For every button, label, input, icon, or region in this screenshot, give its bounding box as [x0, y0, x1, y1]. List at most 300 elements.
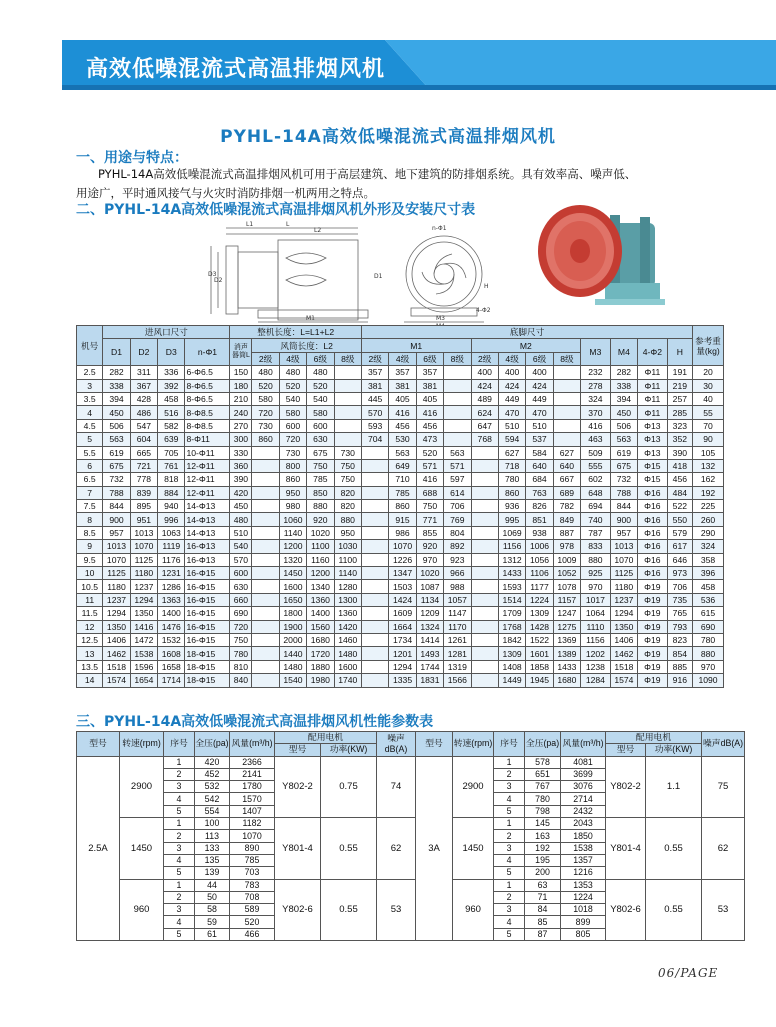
- table-cell: 12: [77, 620, 103, 633]
- table-cell: 489: [471, 392, 498, 405]
- table-cell: 1400: [307, 607, 334, 620]
- table-cell: 1078: [553, 580, 580, 593]
- label-d2: D2: [214, 277, 223, 284]
- table-cell: 1433: [498, 567, 525, 580]
- pressure-cell: 163: [525, 830, 561, 842]
- table-cell: 510: [230, 526, 252, 539]
- table-cell: [553, 433, 580, 446]
- table-cell: 506: [103, 419, 130, 432]
- table-cell: 617: [667, 540, 692, 553]
- speed-cell: 2900: [453, 756, 494, 817]
- table-cell: 416: [581, 419, 611, 432]
- table-cell: [252, 647, 279, 660]
- table-cell: 370: [581, 406, 611, 419]
- table-cell: 14-Φ13: [185, 513, 230, 526]
- table-cell: 1237: [103, 593, 130, 606]
- table-cell: 473: [416, 433, 443, 446]
- table-cell: [252, 660, 279, 673]
- table-cell: 456: [389, 419, 416, 432]
- table-cell: 710: [389, 473, 416, 486]
- table-cell: 1056: [526, 553, 553, 566]
- flow-cell: 589: [230, 904, 275, 916]
- table-cell: 640: [526, 459, 553, 472]
- table-cell: 718: [498, 459, 525, 472]
- model-cell: 3A: [416, 756, 453, 940]
- table-cell: 761: [158, 459, 185, 472]
- table-cell: [361, 553, 388, 566]
- table-cell: 16-Φ15: [185, 580, 230, 593]
- table-cell: 892: [444, 540, 471, 553]
- table-cell: Φ11: [638, 379, 668, 392]
- table-cell: 16-Φ13: [185, 540, 230, 553]
- table-cell: [471, 567, 498, 580]
- noise-cell: 75: [702, 756, 745, 817]
- table-cell: 12-Φ11: [185, 473, 230, 486]
- table-cell: 1070: [610, 553, 637, 566]
- table-cell: 90: [693, 433, 724, 446]
- table-cell: 480: [252, 366, 279, 379]
- table-cell: 180: [230, 379, 252, 392]
- table-cell: 665: [130, 446, 157, 459]
- table-cell: 16-Φ15: [185, 620, 230, 633]
- pressure-cell: 50: [195, 891, 230, 903]
- table-cell: 509: [581, 446, 611, 459]
- page-number: 06/PAGE: [658, 966, 719, 980]
- th-tube-6ji: 6级: [307, 352, 334, 365]
- table-cell: 300: [230, 433, 252, 446]
- seq-cell: 4: [494, 916, 525, 928]
- table-cell: 1740: [334, 674, 361, 687]
- table-cell: [471, 459, 498, 472]
- seq-cell: 2: [494, 830, 525, 842]
- table-cell: 506: [610, 419, 637, 432]
- table-cell: 860: [498, 486, 525, 499]
- table-cell: 219: [667, 379, 692, 392]
- table-cell: 1980: [307, 674, 334, 687]
- table-cell: 750: [416, 500, 443, 513]
- table-cell: 1294: [610, 607, 637, 620]
- flow-cell: 805: [561, 928, 606, 940]
- table-cell: [553, 366, 580, 379]
- pressure-cell: 798: [525, 805, 561, 817]
- table-cell: 730: [252, 419, 279, 432]
- table-cell: 416: [416, 406, 443, 419]
- table-cell: [252, 486, 279, 499]
- label-h: H: [484, 283, 489, 290]
- table-cell: 615: [693, 607, 724, 620]
- table-cell: 1680: [307, 633, 334, 646]
- table-cell: 449: [498, 392, 525, 405]
- table-cell: [361, 620, 388, 633]
- table-cell: 1360: [334, 607, 361, 620]
- table-cell: 14-Φ13: [185, 526, 230, 539]
- table-cell: 416: [389, 406, 416, 419]
- table-cell: 571: [444, 459, 471, 472]
- table-row: [77, 607, 724, 620]
- flow-cell: 1357: [561, 854, 606, 866]
- table-cell: 600: [307, 419, 334, 432]
- seq-cell: 2: [494, 891, 525, 903]
- table-cell: 1532: [158, 633, 185, 646]
- table-cell: 885: [667, 660, 692, 673]
- table-cell: 278: [581, 379, 611, 392]
- table-cell: 649: [389, 459, 416, 472]
- table-cell: 381: [416, 379, 443, 392]
- pressure-cell: 780: [525, 793, 561, 805]
- table-row: [77, 406, 724, 419]
- table-cell: 778: [130, 473, 157, 486]
- table-cell: 6-Φ6.5: [185, 366, 230, 379]
- th-power-right: 功率(KW): [646, 744, 702, 756]
- table-cell: 1566: [444, 674, 471, 687]
- power-cell: 0.55: [646, 818, 702, 879]
- table-cell: 30: [693, 379, 724, 392]
- table-cell: 336: [158, 366, 185, 379]
- noise-cell: 62: [377, 818, 416, 879]
- table-cell: 594: [498, 433, 525, 446]
- table-cell: [471, 540, 498, 553]
- table-cell: 12-Φ11: [185, 486, 230, 499]
- table-cell: 1440: [279, 647, 306, 660]
- table-cell: 9: [77, 540, 103, 553]
- th-motor-model-right: 型号: [606, 744, 646, 756]
- table-cell: 1294: [103, 607, 130, 620]
- table-cell: 450: [230, 500, 252, 513]
- table-cell: 1424: [389, 593, 416, 606]
- pressure-cell: 71: [525, 891, 561, 903]
- table-cell: 1309: [498, 647, 525, 660]
- table-cell: 7: [77, 486, 103, 499]
- th-seq-right: 序号: [494, 732, 525, 757]
- label-m3: M3: [436, 315, 445, 322]
- seq-cell: 1: [164, 879, 195, 891]
- flow-cell: 785: [230, 854, 275, 866]
- table-cell: 950: [279, 486, 306, 499]
- seq-cell: 4: [164, 854, 195, 866]
- table-cell: 428: [130, 392, 157, 405]
- table-cell: 225: [693, 500, 724, 513]
- table-cell: 995: [498, 513, 525, 526]
- table-cell: 720: [252, 406, 279, 419]
- table-cell: 418: [667, 459, 692, 472]
- table-cell: 285: [667, 406, 692, 419]
- table-cell: 1237: [610, 593, 637, 606]
- table-cell: 1503: [389, 580, 416, 593]
- th-tube-8ji: 8级: [334, 352, 361, 365]
- motor-model-cell: Y801-4: [606, 818, 646, 879]
- th-inlet: 进风口尺寸: [103, 326, 230, 339]
- flow-cell: 1224: [561, 891, 606, 903]
- table-cell: 780: [230, 647, 252, 660]
- table-cell: [471, 660, 498, 673]
- table-cell: 520: [279, 379, 306, 392]
- table-row: [77, 419, 724, 432]
- model-cell: 2.5A: [77, 756, 120, 940]
- table-cell: 510: [526, 419, 553, 432]
- table-cell: 260: [693, 513, 724, 526]
- table-cell: 732: [103, 473, 130, 486]
- table-cell: 1450: [279, 567, 306, 580]
- table-cell: 240: [230, 406, 252, 419]
- table-cell: 1125: [610, 567, 637, 580]
- table-cell: 3.5: [77, 392, 103, 405]
- table-cell: 639: [158, 433, 185, 446]
- table-cell: 970: [416, 553, 443, 566]
- section1-heading: 一、用途与特点：: [76, 150, 188, 166]
- table-cell: 1363: [158, 593, 185, 606]
- seq-cell: 5: [164, 805, 195, 817]
- seq-cell: 4: [494, 793, 525, 805]
- table-cell: 400: [498, 366, 525, 379]
- table-cell: 1335: [389, 674, 416, 687]
- table-cell: 785: [389, 486, 416, 499]
- table-cell: [252, 513, 279, 526]
- table-cell: 887: [553, 526, 580, 539]
- table-cell: [252, 593, 279, 606]
- pressure-cell: 133: [195, 842, 230, 854]
- table-cell: 780: [693, 633, 724, 646]
- th-model-left: 型号: [77, 732, 120, 757]
- table-cell: 1170: [444, 620, 471, 633]
- th-motor-right: 配用电机: [606, 732, 702, 744]
- fan-dimension-drawing: [186, 218, 506, 324]
- seq-cell: 5: [494, 867, 525, 879]
- table-cell: 5.5: [77, 446, 103, 459]
- table-cell: 1476: [158, 620, 185, 633]
- th-4phi2: 4-Φ2: [638, 339, 668, 366]
- flow-cell: 1780: [230, 781, 275, 793]
- table-cell: 1350: [610, 620, 637, 633]
- seq-cell: 1: [494, 818, 525, 830]
- flow-cell: 2432: [561, 805, 606, 817]
- table-cell: 367: [130, 379, 157, 392]
- table-cell: [471, 580, 498, 593]
- table-cell: 920: [416, 540, 443, 553]
- table-cell: 1480: [279, 660, 306, 673]
- table-cell: Φ19: [638, 580, 668, 593]
- table-cell: 10.5: [77, 580, 103, 593]
- table-cell: 13: [77, 647, 103, 660]
- table-cell: 12.5: [77, 633, 103, 646]
- seq-cell: 1: [494, 756, 525, 768]
- table-cell: 855: [416, 526, 443, 539]
- table-cell: 162: [693, 473, 724, 486]
- table-cell: Φ15: [638, 459, 668, 472]
- table-cell: [252, 620, 279, 633]
- table-cell: 1238: [581, 660, 611, 673]
- table-cell: 1433: [553, 660, 580, 673]
- table-cell: 580: [279, 406, 306, 419]
- power-cell: 0.55: [321, 879, 377, 940]
- table-cell: 1428: [526, 620, 553, 633]
- th-speed-right: 转速(rpm): [453, 732, 494, 757]
- th-h: H: [667, 339, 692, 366]
- table-cell: 18-Φ15: [185, 660, 230, 673]
- seq-cell: 3: [494, 904, 525, 916]
- table-cell: 450: [103, 406, 130, 419]
- table-cell: Φ13: [638, 446, 668, 459]
- table-cell: 735: [667, 593, 692, 606]
- motor-model-cell: Y802-2: [275, 756, 321, 817]
- table-cell: 1560: [307, 620, 334, 633]
- table-cell: 1593: [498, 580, 525, 593]
- table-cell: 520: [307, 379, 334, 392]
- table-cell: 8-Φ8.5: [185, 406, 230, 419]
- flow-cell: 3699: [561, 768, 606, 780]
- table-cell: 424: [498, 379, 525, 392]
- table-cell: 1324: [416, 620, 443, 633]
- table-cell: 1514: [498, 593, 525, 606]
- table-cell: 357: [416, 366, 443, 379]
- flow-cell: 2366: [230, 756, 275, 768]
- table-cell: 520: [252, 379, 279, 392]
- table-cell: 851: [526, 513, 553, 526]
- table-cell: 1608: [158, 647, 185, 660]
- table-cell: 358: [693, 553, 724, 566]
- table-cell: 1493: [416, 647, 443, 660]
- table-cell: 1106: [526, 567, 553, 580]
- table-cell: 1176: [158, 553, 185, 566]
- table-cell: 1294: [389, 660, 416, 673]
- table-cell: 818: [158, 473, 185, 486]
- table-cell: [471, 647, 498, 660]
- table-cell: 1744: [416, 660, 443, 673]
- table-cell: 270: [230, 419, 252, 432]
- table-cell: 923: [444, 553, 471, 566]
- table-cell: 3: [77, 379, 103, 392]
- table-cell: 706: [444, 500, 471, 513]
- label-l2: L2: [314, 227, 322, 234]
- table-cell: 936: [498, 500, 525, 513]
- table-cell: 14: [77, 674, 103, 687]
- label-nphi1: n-Φ1: [432, 225, 447, 232]
- noise-cell: 53: [702, 879, 745, 940]
- flow-cell: 4081: [561, 756, 606, 768]
- seq-cell: 5: [164, 867, 195, 879]
- table-cell: 1416: [130, 620, 157, 633]
- table-cell: Φ11: [638, 366, 668, 379]
- table-cell: 338: [610, 379, 637, 392]
- noise-cell: 62: [702, 818, 745, 879]
- flow-cell: 703: [230, 867, 275, 879]
- table-cell: [471, 500, 498, 513]
- table-cell: 191: [667, 366, 692, 379]
- table-cell: [361, 567, 388, 580]
- seq-cell: 1: [164, 818, 195, 830]
- table-cell: 1460: [334, 633, 361, 646]
- flow-cell: 2714: [561, 793, 606, 805]
- banner-title: 高效低噪混流式高温排烟风机: [86, 57, 386, 82]
- table-cell: [471, 513, 498, 526]
- flow-cell: 1850: [561, 830, 606, 842]
- table-cell: 11: [77, 593, 103, 606]
- table-cell: 619: [103, 446, 130, 459]
- table-cell: 721: [130, 459, 157, 472]
- table-cell: 1052: [553, 567, 580, 580]
- seq-cell: 2: [164, 830, 195, 842]
- table-cell: 1369: [553, 633, 580, 646]
- table-cell: 600: [230, 567, 252, 580]
- pressure-cell: 100: [195, 818, 230, 830]
- table-cell: 192: [693, 486, 724, 499]
- table-cell: 1522: [526, 633, 553, 646]
- table-cell: 1360: [307, 593, 334, 606]
- table-cell: 1224: [526, 593, 553, 606]
- table-row: [77, 553, 724, 566]
- table-cell: 940: [158, 500, 185, 513]
- table-cell: 132: [693, 459, 724, 472]
- table-cell: 1060: [279, 513, 306, 526]
- table-cell: 1406: [103, 633, 130, 646]
- table-cell: 257: [667, 392, 692, 405]
- table-cell: 957: [610, 526, 637, 539]
- table-cell: 458: [158, 392, 185, 405]
- table-cell: 357: [361, 366, 388, 379]
- table-cell: 763: [526, 486, 553, 499]
- th-base: 底脚尺寸: [361, 326, 692, 339]
- table-cell: 1017: [581, 593, 611, 606]
- table-cell: 630: [230, 580, 252, 593]
- table-cell: 880: [581, 553, 611, 566]
- th-m2-2ji: 2级: [471, 352, 498, 365]
- table-cell: 1013: [130, 526, 157, 539]
- th-tube-2ji: 2级: [252, 352, 279, 365]
- table-cell: 1408: [498, 660, 525, 673]
- seq-cell: 1: [164, 756, 195, 768]
- table-cell: [361, 580, 388, 593]
- table-cell: 694: [581, 500, 611, 513]
- table-cell: [334, 406, 361, 419]
- power-cell: 0.55: [321, 818, 377, 879]
- table-cell: 900: [610, 513, 637, 526]
- table-cell: Φ16: [638, 500, 668, 513]
- table-cell: 1275: [553, 620, 580, 633]
- seq-cell: 1: [494, 879, 525, 891]
- table-cell: 1300: [334, 593, 361, 606]
- table-cell: 750: [230, 633, 252, 646]
- table-cell: 579: [667, 526, 692, 539]
- table-cell: 1312: [498, 553, 525, 566]
- table-cell: 1574: [103, 674, 130, 687]
- table-cell: [252, 567, 279, 580]
- table-cell: 996: [158, 513, 185, 526]
- table-cell: 720: [230, 620, 252, 633]
- table-cell: 675: [103, 459, 130, 472]
- table-cell: 730: [279, 446, 306, 459]
- table-cell: 381: [389, 379, 416, 392]
- table-cell: 424: [526, 379, 553, 392]
- table-cell: 895: [130, 500, 157, 513]
- table-cell: 1140: [334, 567, 361, 580]
- performance-table: [76, 731, 745, 941]
- table-cell: 14-Φ13: [185, 500, 230, 513]
- table-cell: 780: [498, 473, 525, 486]
- table-cell: [252, 553, 279, 566]
- table-cell: 660: [230, 593, 252, 606]
- table-cell: 1389: [553, 647, 580, 660]
- table-cell: 1600: [279, 580, 306, 593]
- table-cell: 338: [103, 379, 130, 392]
- table-cell: 420: [230, 486, 252, 499]
- th-pressure-left: 全压(pa): [195, 732, 230, 757]
- table-cell: 1147: [444, 607, 471, 620]
- table-cell: 1237: [130, 580, 157, 593]
- table-cell: 1020: [416, 567, 443, 580]
- table-cell: 1090: [693, 674, 724, 687]
- pressure-cell: 554: [195, 805, 230, 817]
- table-cell: 232: [581, 366, 611, 379]
- th-tube-length: 风筒长度：L2: [252, 339, 362, 352]
